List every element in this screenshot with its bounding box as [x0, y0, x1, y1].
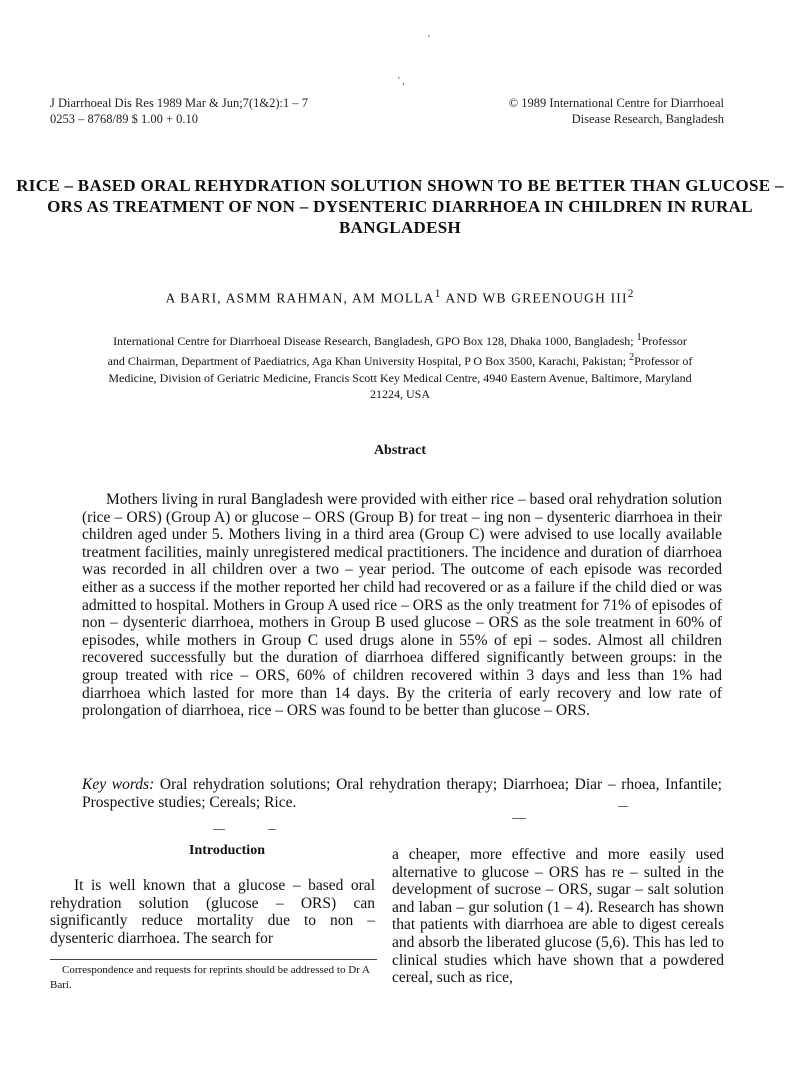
paper-title: RICE – BASED ORAL REHYDRATION SOLUTION SHOWN TO BE BETTER THAN GLUCOSE – ORS AS TREATMENT OF NON – DYSENTERIC DIARRHOEA IN CHILDREN IN RURAL BANGLADESH: [16, 176, 784, 237]
authors-part-1: A BARI, ASMM RAHMAN, AM MOLLA: [165, 290, 435, 306]
abstract-body: Mothers living in rural Bangladesh were provided with either rice – based oral rehydration solution (rice – ORS) (Group A) or glucose – ORS (Group B) for treat – ing non – dysenteric diarrhoea in their children aged under 5. Mothers living in a third area (Group C) were advised to use locally available treatment facilities, mainly unregistered medical practitioners. The incidence and duration of diarrhoea was recorded in all children over a two – year period. The outcome of each episode was recorded either as a success if the mother reported her child had recovered or as a failure if the child died or was admitted to hospital. Mothers in Group A used rice – ORS as the only treatment for 71% of episodes of non – dysenteric diarrhoea, mothers in Group B used glucose – ORS as the sole treatment in 60% of episodes, while mothers in Group C used drugs alone in 55% of epi – sodes. Almost all children recovered successfully but the duration of diarrhoea differed significantly between groups: in the group treated with rice – ORS, 60% of children recovered within 3 days and less than 1% had diarrhoea which lasted for more than 14 days. By the criteria of early recovery and low rate of prolongation of diarrhoea, rice – ORS was found to be better than glucose – ORS.: [82, 491, 722, 720]
scan-mark-top: ': [428, 34, 430, 45]
author-sup-2: 2: [627, 288, 635, 300]
copyright-org-line: Disease Research, Bangladesh: [571, 112, 724, 126]
keywords-label: Key words:: [82, 776, 155, 793]
scan-dash: [213, 829, 225, 830]
author-list: [0, 288, 800, 307]
journal-citation: [50, 95, 308, 127]
journal-citation-line: J Diarrhoeal Dis Res 1989 Mar & Jun;7(1&2):1 – 7: [50, 96, 308, 110]
scan-dash: [618, 806, 628, 807]
scan-dash: [512, 818, 526, 819]
affiliation-sup-2: 2: [629, 351, 635, 363]
scan-mark-top-2: ' ,: [398, 76, 405, 87]
affiliation-sup-1: 1: [636, 332, 642, 343]
introduction-heading: Introduction: [189, 843, 265, 858]
journal-issn-line: 0253 – 8768/89 $ 1.00 + 0.10: [50, 112, 199, 126]
affiliation-block: [105, 330, 695, 403]
keywords-list: Oral rehydration solutions; Oral rehydration therapy; Diarrhoea; Diar – rhoea, Infantile; Prospective studies; Cereals; Rice.: [82, 776, 722, 811]
affiliation-text-3: Professor of Medicine, Division of Geriatric Medicine, Francis Scott Key Medical Centre, 4940 Eastern Avenue, Baltimore, Maryland 21224, USA: [108, 353, 693, 402]
correspondence-footnote: Correspondence and requests for reprints should be addressed to Dr A Bari.: [50, 964, 370, 991]
scan-dash: [268, 829, 276, 830]
introduction-right-column: a cheaper, more effective and more easily used alternative to glucose – ORS has re – sulted in the development of sucrose – ORS, sugar – salt solution and laban – gur solution (1 – 4). Research has shown that patients with diarrhoea are able to digest cereals and absorb the liberated glucose (5,6). This has led to clinical studies which have shown that a powdered cereal, such as rice,: [392, 846, 724, 987]
introduction-left-column: It is well known that a glucose – based oral rehydration solution (glucose – ORS) can significantly reduce mortality due to non – dysenteric diarrhoea. The search for: [50, 877, 375, 947]
footnote-divider: [50, 959, 377, 960]
copyright-notice: [509, 95, 724, 127]
abstract-heading: Abstract: [373, 443, 427, 458]
copyright-line: © 1989 International Centre for Diarrhoeal: [508, 96, 724, 110]
affiliation-text-1: International Centre for Diarrhoeal Disease Research, Bangladesh, GPO Box 128, Dhaka 1000, Bangladesh;: [113, 334, 637, 348]
affiliation-text-2: Professor and Chairman, Department of Paediatrics, Aga Khan University Hospital, P O Box 3500, Karachi, Pakistan;: [107, 334, 687, 368]
author-sup-1: 1: [434, 288, 442, 300]
authors-part-2: AND WB GREENOUGH III: [441, 290, 628, 306]
